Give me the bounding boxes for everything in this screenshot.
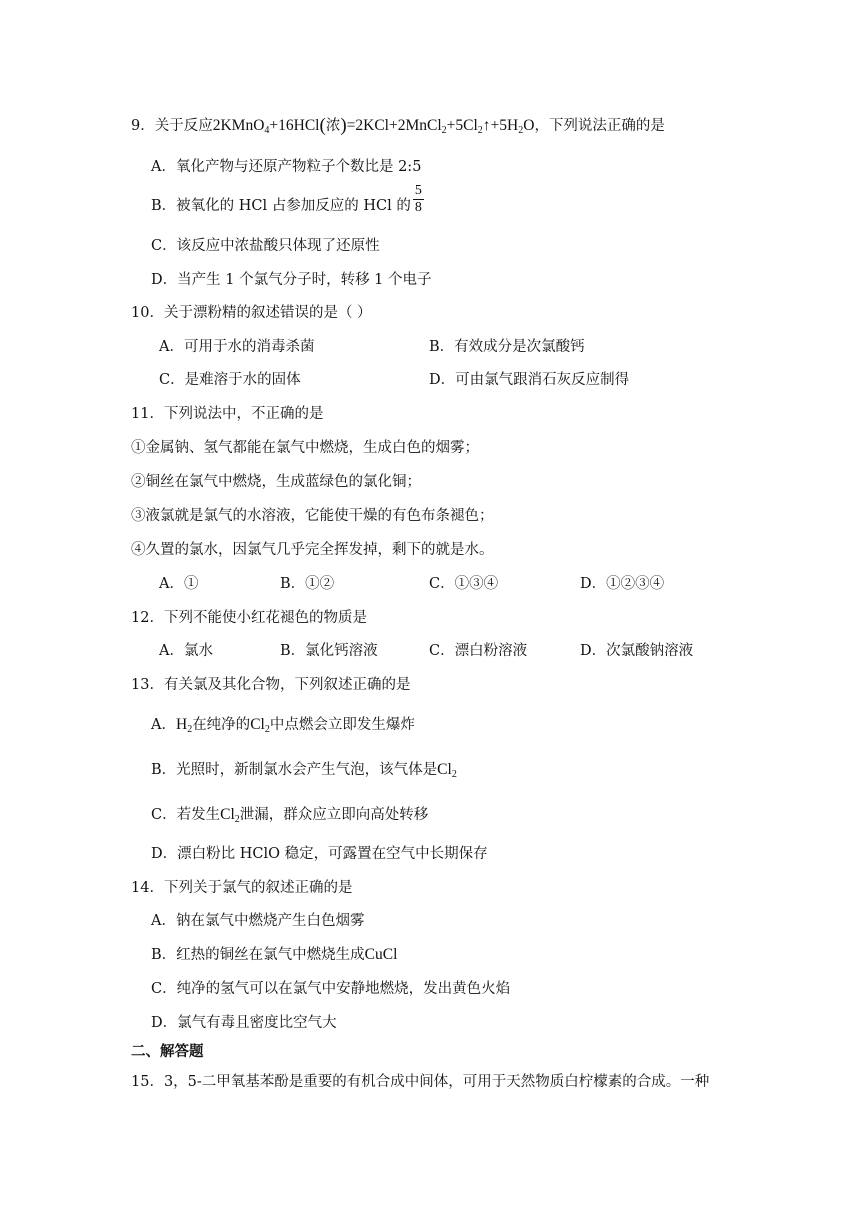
q11-statement-1: ①金属钠、氢气都能在氯气中燃烧，生成白色的烟雾； [131,440,479,456]
section-heading: 二、解答题 [131,1043,204,1060]
q13-option-d: D．漂白粉比 HClO 稳定，可露置在空气中长期保存 [151,846,488,862]
q14-option-a: A．钠在氯气中燃烧产生白色烟雾 [151,913,365,929]
question-9-stem [131,116,665,136]
q10-option-a: A．可用于水的消毒杀菌 [159,339,315,355]
q12-option-d: D．次氯酸钠溶液 [580,643,694,659]
question-12-stem: 12．下列不能使小红花褪色的物质是 [131,610,367,626]
formula-cl2: $Cl_2$ [437,761,457,780]
q11-statement-2: ②铜丝在氯气中燃烧，生成蓝绿色的氯化铜； [131,474,421,490]
q14-option-d: D．氯气有毒且密度比空气大 [151,1015,337,1031]
q11-option-a: A．① [159,576,199,592]
option-b-text: B．被氧化的 HCl 占参加反应的 HCl 的 [151,198,411,214]
formula-h2: $H_2$ [175,716,193,735]
q13-option-c: C．若发生$Cl_2$泄漏，群众应立即向高处转移 [151,806,429,825]
q11-option-b: B．①② [280,576,335,592]
reaction-equation: 2KMnO$_4$+16HCl(浓)$=2KCl+2MnCl_2+5Cl_2↑+5H_2O$ [212,115,535,136]
q10-option-d: D．可由氯气跟消石灰反应制得 [429,372,630,388]
q13-option-a: A．$H_2$在纯净的$Cl_2$中点燃会立即发生爆炸 [151,716,415,735]
q10-option-b: B．有效成分是次氯酸钙 [429,339,585,355]
q14-option-b: B．红热的铜丝在氯气中燃烧生成CuCl [151,946,398,963]
formula-cl2: $Cl_2$ [220,806,240,825]
question-trail: ，下列说法正确的是 [534,118,665,134]
q11-option-d: D．①②③④ [580,576,665,592]
q9-option-a: A．氧化产物与还原产物粒子个数比是 2:5 [151,159,422,175]
q9-option-d: D．当产生 1 个氯气分子时，转移 1 个电子 [151,272,432,288]
q11-option-c: C．①③④ [429,576,499,592]
q10-option-c: C．是难溶于水的固体 [159,372,301,388]
question-14-stem: 14．下列关于氯气的叙述正确的是 [131,880,353,896]
q13-option-b: B．光照时，新制氯水会产生气泡，该气体是$Cl_2$ [151,761,457,780]
formula-cucl: CuCl [364,946,398,963]
question-11-stem: 11．下列说法中，不正确的是 [131,406,324,422]
q9-option-c: C．该反应中浓盐酸只体现了还原性 [151,238,380,254]
question-number: 9． [131,118,155,134]
q11-statement-3: ③液氯就是氯气的水溶液，它能使干燥的有色布条褪色； [131,508,494,524]
q12-option-b: B．氯化钙溶液 [280,643,378,659]
q11-statement-4: ④久置的氯水，因氯气几乎完全挥发掉，剩下的就是水。 [131,542,494,558]
q9-option-b [151,182,424,216]
question-13-stem: 13．有关氯及其化合物，下列叙述正确的是 [131,677,411,693]
question-15-stem: 15．3，5-二甲氧基苯酚是重要的有机合成中间体，可用于天然物质白柠檬素的合成。一种 [131,1074,710,1090]
formula-cl2: $Cl_2$ [250,716,270,735]
question-lead: 关于反应 [154,118,213,134]
question-10-stem: 10．关于漂粉精的叙述错误的是（ ） [131,305,372,321]
q12-option-a: A．氯水 [159,643,213,659]
q14-option-c: C．纯净的氢气可以在氯气中安静地燃烧，发出黄色火焰 [151,981,511,997]
fraction-five-eighths: $\frac{5}{8}$ [414,182,422,215]
q12-option-c: C．漂白粉溶液 [429,643,528,659]
